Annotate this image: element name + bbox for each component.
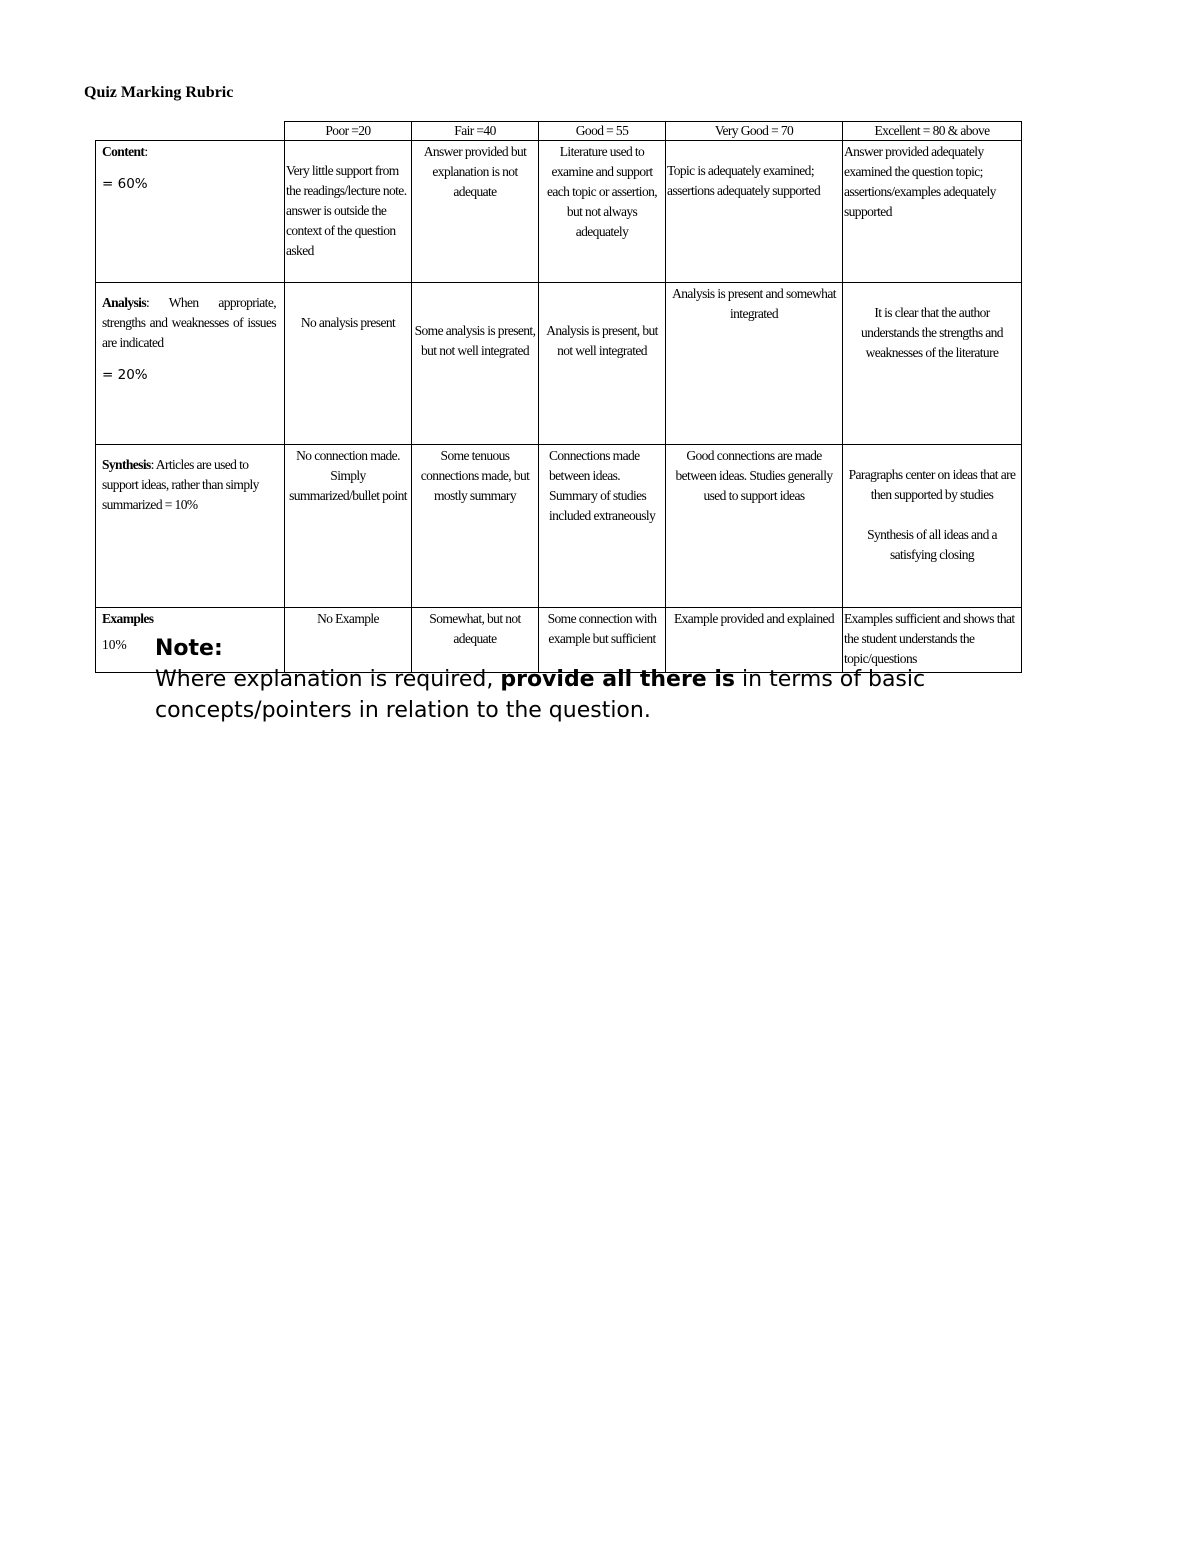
rubric-cell: It is clear that the author understands the strengths and weaknesses of the literature	[843, 283, 1022, 445]
criterion-name: Synthesis	[102, 457, 151, 472]
rubric-cell: Some connection with example but sufficient	[539, 608, 666, 673]
column-header-poor: Poor =20	[285, 122, 412, 141]
rubric-table	[95, 121, 1022, 673]
header-blank-cell	[96, 122, 285, 141]
page-title: Quiz Marking Rubric	[84, 84, 234, 101]
rubric-cell-text: Paragraphs center on ideas that are then supported by studies	[848, 467, 1016, 502]
rubric-cell: No connection made. Simply summarized/bullet point	[285, 445, 412, 608]
rubric-cell-text: Synthesis of all ideas and a satisfying closing	[867, 527, 997, 562]
criterion-description: :	[144, 144, 148, 159]
criterion-weight: = 60%	[102, 176, 148, 192]
criterion-name: Content	[102, 144, 145, 159]
criterion-weight: = 20%	[102, 367, 148, 383]
rubric-cell: Examples sufficient and shows that the student understands the topic/questions	[843, 608, 1022, 673]
rubric-cell: Some tenuous connections made, but mostly summary	[412, 445, 539, 608]
column-header-excellent: Excellent = 80 & above	[843, 122, 1022, 141]
criterion-cell-synthesis	[96, 445, 285, 608]
rubric-cell-excellent-synthesis	[843, 445, 1022, 608]
rubric-cell: Some analysis is present, but not well integrated	[412, 283, 539, 445]
note-emphasis: provide all there is	[500, 667, 736, 692]
rubric-cell: No analysis present	[285, 283, 412, 445]
rubric-cell: Analysis is present and somewhat integrated	[666, 283, 843, 445]
rubric-cell: Somewhat, but not adequate	[412, 608, 539, 673]
rubric-cell: Example provided and explained	[666, 608, 843, 673]
rubric-cell: Literature used to examine and support each topic or assertion, but not always adequately	[539, 141, 666, 283]
criterion-description: : When appropriate, strengths and weaknesses of issues are indicated	[102, 295, 276, 350]
table-row	[96, 283, 1022, 445]
rubric-cell: Analysis is present, but not well integrated	[539, 283, 666, 445]
rubric-cell: No Example	[285, 608, 412, 673]
criterion-name: Analysis	[102, 295, 146, 310]
rubric-cell: Very little support from the readings/lecture note. answer is outside the context of the question asked	[285, 141, 412, 283]
table-row	[96, 445, 1022, 608]
rubric-cell: Connections made between ideas. Summary of studies included extraneously	[539, 445, 666, 608]
rubric-cell: Topic is adequately examined; assertions adequately supported	[666, 141, 843, 283]
note-label: Note:	[155, 636, 223, 661]
criterion-weight: 10%	[102, 637, 127, 652]
rubric-cell: Answer provided adequately examined the question topic; assertions/examples adequately supported	[843, 141, 1022, 283]
column-header-good: Good = 55	[539, 122, 666, 141]
column-header-very-good: Very Good = 70	[666, 122, 843, 141]
rubric-cell: Good connections are made between ideas. Studies generally used to support ideas	[666, 445, 843, 608]
table-row	[96, 141, 1022, 283]
column-header-fair: Fair =40	[412, 122, 539, 141]
criterion-cell-analysis	[96, 283, 285, 445]
rubric-cell: Answer provided but explanation is not adequate	[412, 141, 539, 283]
criterion-description: : Articles are used to support ideas, rather than simply summarized = 10%	[102, 457, 259, 512]
note-block	[155, 633, 1055, 726]
header-row	[96, 122, 1022, 141]
criterion-name: Examples	[102, 611, 154, 626]
criterion-cell-content	[96, 141, 285, 283]
note-text: in terms of basic concepts/pointers in relation to the question.	[155, 667, 926, 723]
note-text: Where explanation is required,	[155, 667, 501, 692]
